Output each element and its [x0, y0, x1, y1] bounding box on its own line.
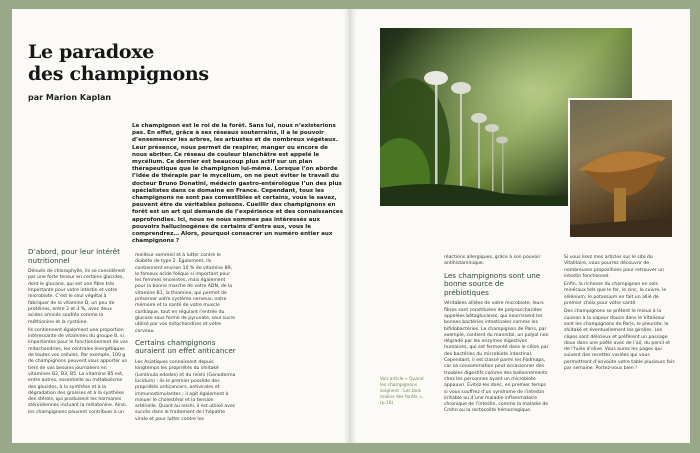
article-title — [28, 41, 209, 85]
left-column-1 — [28, 248, 128, 418]
body-paragraph: Véritables alliées de votre microbiote, leurs fibres sont constituées de polysaccharides appelées bêtaglucanes, qui nourrissent les bonnes bactéries intestinales comme les bifidobactéries. Le champignon de Paris, par exemple, contient du mannitol, un polyol non dégradé par les enzymes digestives humaines, qui est fermenté dans le côlon par des bactéries du microbiote intestinal. Cependant, il est classé parmi les Fodmaps, car sa consommation peut occasionner des troubles digestifs comme des ballonnements chez les personnes ayant un microbiote appauvri. Évitez-les donc, en premier temps si vous souffrez d’un syndrome de l’intestin irritable ou d’une maladie inflammatoire chronique de l’intestin, comme la maladie de Crohn ou la rectocolite hémorragique. — [444, 301, 549, 414]
body-paragraph: réactions allergiques, grâce à son pouvoir antihistaminique. — [444, 255, 541, 267]
title-line-2: des champignons — [28, 63, 209, 85]
section-heading-prebiotics: Les champignons sont une bonne source de prébiotiques — [444, 270, 541, 297]
section-heading-anticancer: Certains champignons auraient un effet anticancer — [135, 337, 236, 356]
lede-paragraph: Le champignon est le roi de la forêt. Sans lui, nous n’existerions pas. En effet, grâce à ses réseaux souterrains, il a le pouvoir d’ensemencer les arbres, les arbustes et de nombreux végétaux. Leur présence, nous permet de respirer, manger ou encore de nous abriter. Ce réseau de couleur blanchâtre est appelé le mycélium. Ce dernier est beaucoup plus actif sur un plan thérapeutique que le champignon lui-même. Lorsque l’on aborde l’idée de thérapie par le mycélium, on ne peut éviter le travail du docteur Bruno Donatini, médecin gastro-entérologue l’un des plus spécialistes dans ce domaine en France. Cependant, tous les champignons ne sont pas comestibles et certains, vous le savez, peuvent être de véritables poisons. Cueillir des champignons en forêt est un art qui demande de l’expérience et des connaissances approfondies. Ici, nous ne nous sommes pas intéressés aux pouvoirs hallucinogènes de certains d’entre eux, vous le comprendrez… Alors, pourquoi consacrer un numéro entier aux champignons ? — [132, 123, 343, 245]
body-paragraph: Si vous lisez mes articles sur le site du Vitalitaire, vous pourrez découvrir de nombreuses propositions pour retrouver un intestin fonctionnel. — [564, 255, 664, 279]
left-column-2 — [135, 253, 237, 425]
body-paragraph: Les Asiatiques connaissent depuis longtemps les propriétés du shiitaké (Lentinula edodes) et du reishi (Ganoderma lucidum) : ils le premier possède des propriétés anticancers, antivirales et immunostimulantes ; il agit également à minuer le cholestérol et la tension artérielle. Quant au reishi, il est utilisé avec succès dans le traitement de l’hépatite virale et pour lutter contre les — [135, 360, 236, 422]
right-column-2 — [564, 255, 676, 374]
body-paragraph: meilleur sommeil et à lutter contre le diabète de type 2. Également, ils contiennent environ 10 % de vitamine B9, le fameux acide folique si important pour les femmes enceintes, mais également pour la bonne marche de votre ADN, de la vitamine B1, la thiamine, qui permet de préserver votre système nerveux, votre mémoire et la santé de votre muscle cardiaque, tout en régulant l’entrée du glucose sous forme de pyruvate, seul sucre utilisé par vos mitochondries et votre cerveau. — [135, 253, 236, 334]
title-line-1: Le paradoxe — [28, 41, 155, 63]
body-paragraph: Des champignons se prêtent le mieux à la cuisson à la vapeur douce dans le Vitaliseur sont les champignons de Paris, le pleurote, le shiitaké et éventuellement les girolles. Les cèpes sont délicieux et préfèrent un passage doux dans une poêle avec de l’ail, du persil et de l’huile d’olive. Vous aurez les pages qui suivent des recettes variées qui vous permettront d’envoûte votre table plusieurs fois par semaine. Portez-vous bien ! — [564, 309, 675, 372]
byline: par Marion Kaplan — [28, 93, 112, 102]
body-paragraph: Dénués de chlorophylle, ils se considèrent par une forte teneur en certains glucides, dont le glucane, qui est une fibre très importante pour votre intestin et votre microbiote. C’est le seul végétal à fabriquer de la vitamine D, un peu de protéines, entre 2 et 3 %, avec deux acides aminés soufrés comme la méthionine et la cystéine. — [28, 269, 126, 325]
body-paragraph: Ils contiennent également une proportion intéressante de vitamines du groupe B, si importantes pour le fonctionnement de vos mitochondries, les centrales énergétiques de toutes vos cellules. Par exemple, 100 g de champignons peuvent vous apporter un tiers de vos besoins journaliers en vitamines B2, B3, B5. La vitamine B5 est, entre autres, essentielle au métabolisme des glucides, à la synthèse et à la dégradation des graisses et à la synthèse des stérols, qui produisent les hormones stéroïdiennes incluant la mélatonine. Ainsi, les champignons peuvent contribuer à un — [28, 327, 128, 415]
section-heading-nutrition: D’abord, pour leur intérêt nutritionnel — [28, 247, 120, 265]
chanterelle-photo — [568, 98, 674, 239]
sidebar-caption: Voir article « Quand les champignons soignent : Les bois malins des forêts », (p.16) — [380, 377, 424, 406]
right-column-1 — [444, 255, 550, 417]
body-paragraph: Enfin, la richesse du champignon en sels minéraux tels que le fer, le zinc, le cuivre, le sélénium, le potassium en fait un allié de premier choix pour votre santé. — [564, 282, 667, 307]
chanterelle-illustration — [570, 100, 672, 237]
right-page — [350, 9, 690, 443]
left-page — [12, 9, 350, 443]
